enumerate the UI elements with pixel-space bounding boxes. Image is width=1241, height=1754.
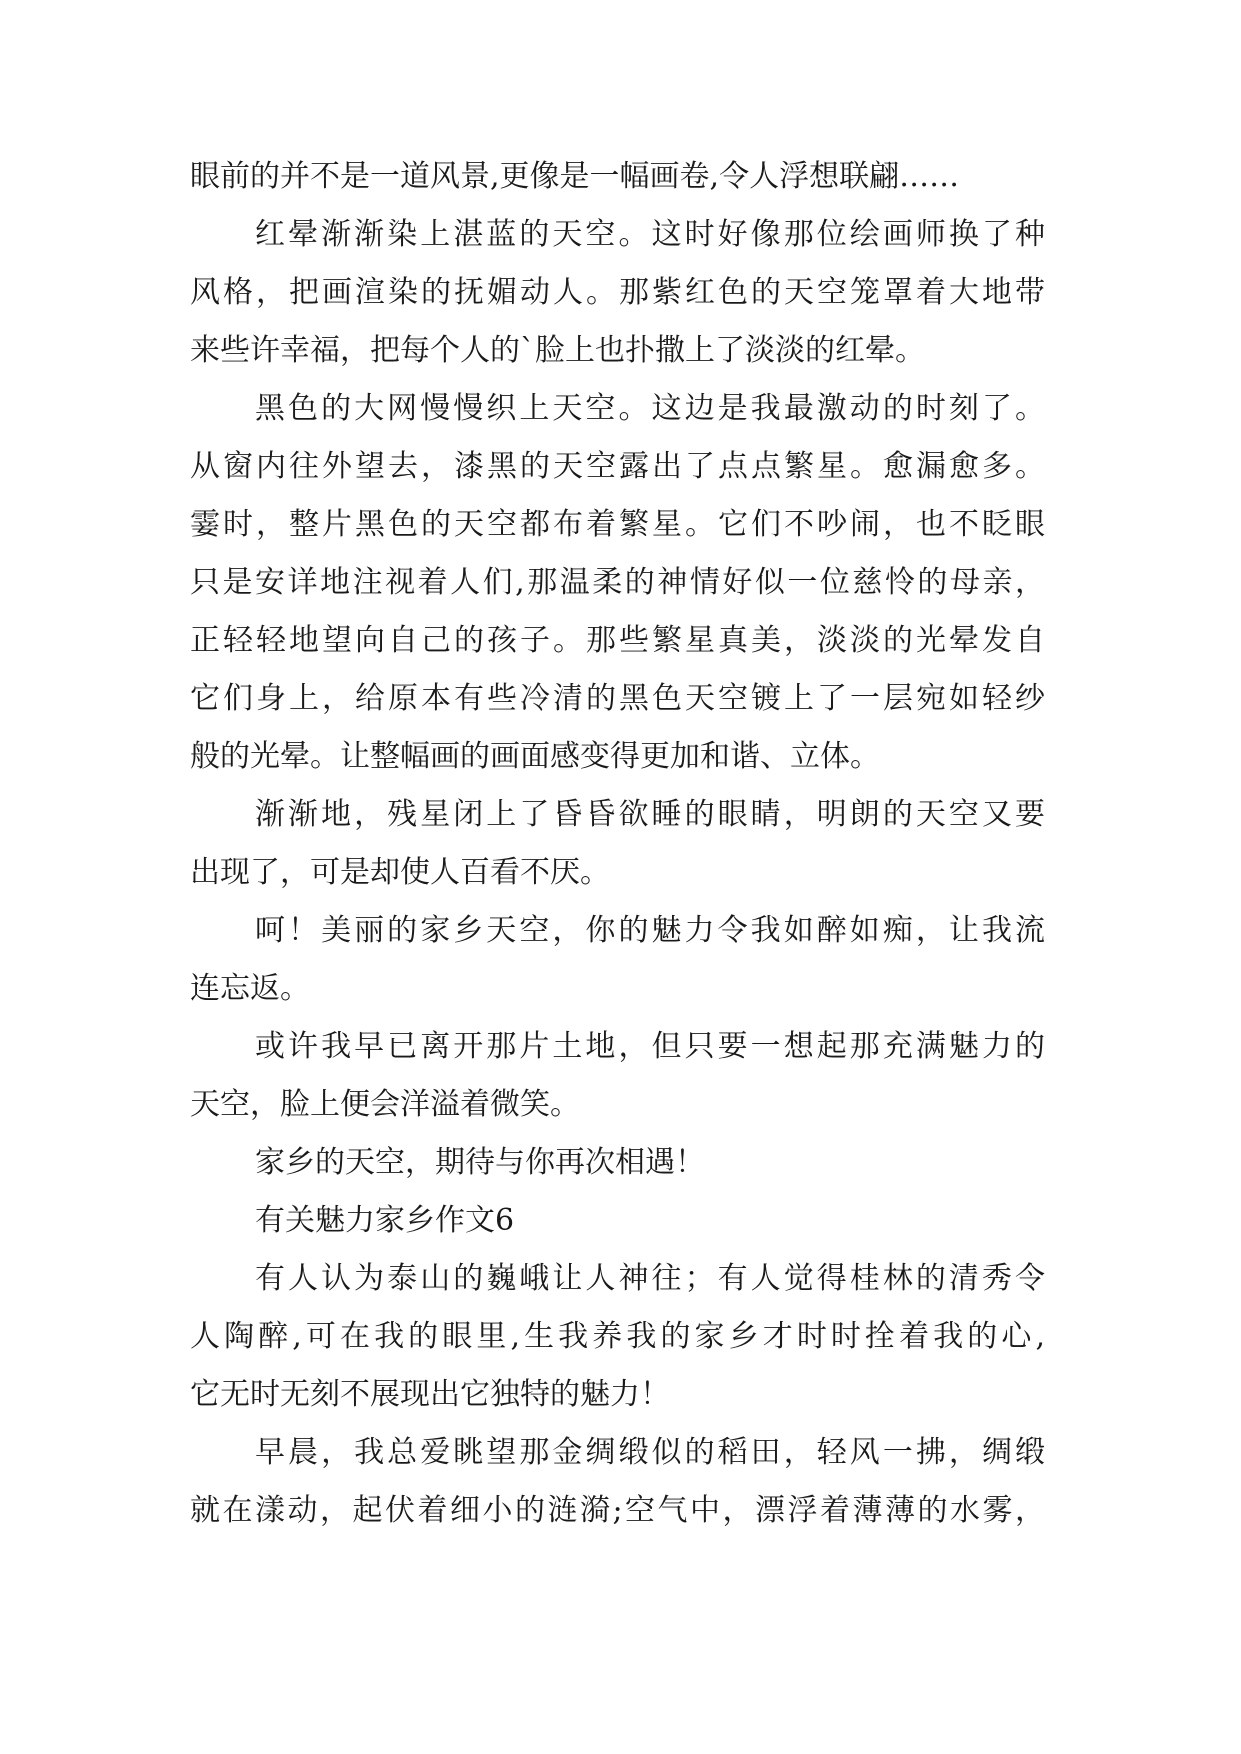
text-line-20: 有人认为泰山的巍峨让人神往；有人觉得桂林的清秀令 <box>255 1261 1045 1296</box>
text-line-5: 黑色的大网慢慢织上天空。这边是我最激动的时刻了。 <box>255 391 1045 426</box>
text-line-1: 眼前的并不是一道风景,更像是一幅画卷,令人浮想联翩…… <box>190 159 960 194</box>
text-line-13: 出现了，可是却使人百看不厌。 <box>190 855 610 890</box>
text-line-17: 天空，脸上便会洋溢着微笑。 <box>190 1087 580 1122</box>
text-line-22: 它无时无刻不展现出它独特的魅力！ <box>190 1377 670 1412</box>
text-line-9: 正轻轻地望向自己的孩子。那些繁星真美，淡淡的光晕发自 <box>190 623 1045 658</box>
text-line-4: 来些许幸福，把每个人的`脸上也扑撒上了淡淡的红晕。 <box>190 333 925 368</box>
text-line-8: 只是安详地注视着人们,那温柔的神情好似一位慈怜的母亲， <box>190 565 1045 600</box>
text-line-11: 般的光晕。让整幅画的画面感变得更加和谐、立体。 <box>190 739 880 774</box>
text-line-6: 从窗内往外望去，漆黑的天空露出了点点繁星。愈漏愈多。 <box>190 449 1045 484</box>
text-line-18: 家乡的天空，期待与你再次相遇！ <box>255 1145 705 1180</box>
text-line-15: 连忘返。 <box>190 971 310 1006</box>
text-line-23: 早晨，我总爱眺望那金绸缎似的稻田，轻风一拂，绸缎 <box>255 1435 1045 1470</box>
text-line-12: 渐渐地，残星闭上了昏昏欲睡的眼睛，明朗的天空又要 <box>255 797 1045 832</box>
text-line-24: 就在漾动，起伏着细小的涟漪;空气中，漂浮着薄薄的水雾， <box>190 1493 1045 1528</box>
text-line-16: 或许我早已离开那片土地，但只要一想起那充满魅力的 <box>255 1029 1045 1064</box>
text-line-14: 呵！美丽的家乡天空，你的魅力令我如醉如痴，让我流 <box>255 913 1045 948</box>
text-line-10: 它们身上，给原本有些冷清的黑色天空镀上了一层宛如轻纱 <box>190 681 1045 716</box>
text-line-3: 风格，把画渲染的抚媚动人。那紫红色的天空笼罩着大地带 <box>190 275 1045 310</box>
text-line-2: 红晕渐渐染上湛蓝的天空。这时好像那位绘画师换了种 <box>255 217 1045 252</box>
text-line-21: 人陶醉,可在我的眼里,生我养我的家乡才时时拴着我的心, <box>190 1319 1045 1354</box>
text-line-7: 霎时，整片黑色的天空都布着繁星。它们不吵闹，也不眨眼 <box>190 507 1045 542</box>
document-page <box>190 148 1090 1540</box>
section-heading: 有关魅力家乡作文6 <box>255 1203 515 1238</box>
